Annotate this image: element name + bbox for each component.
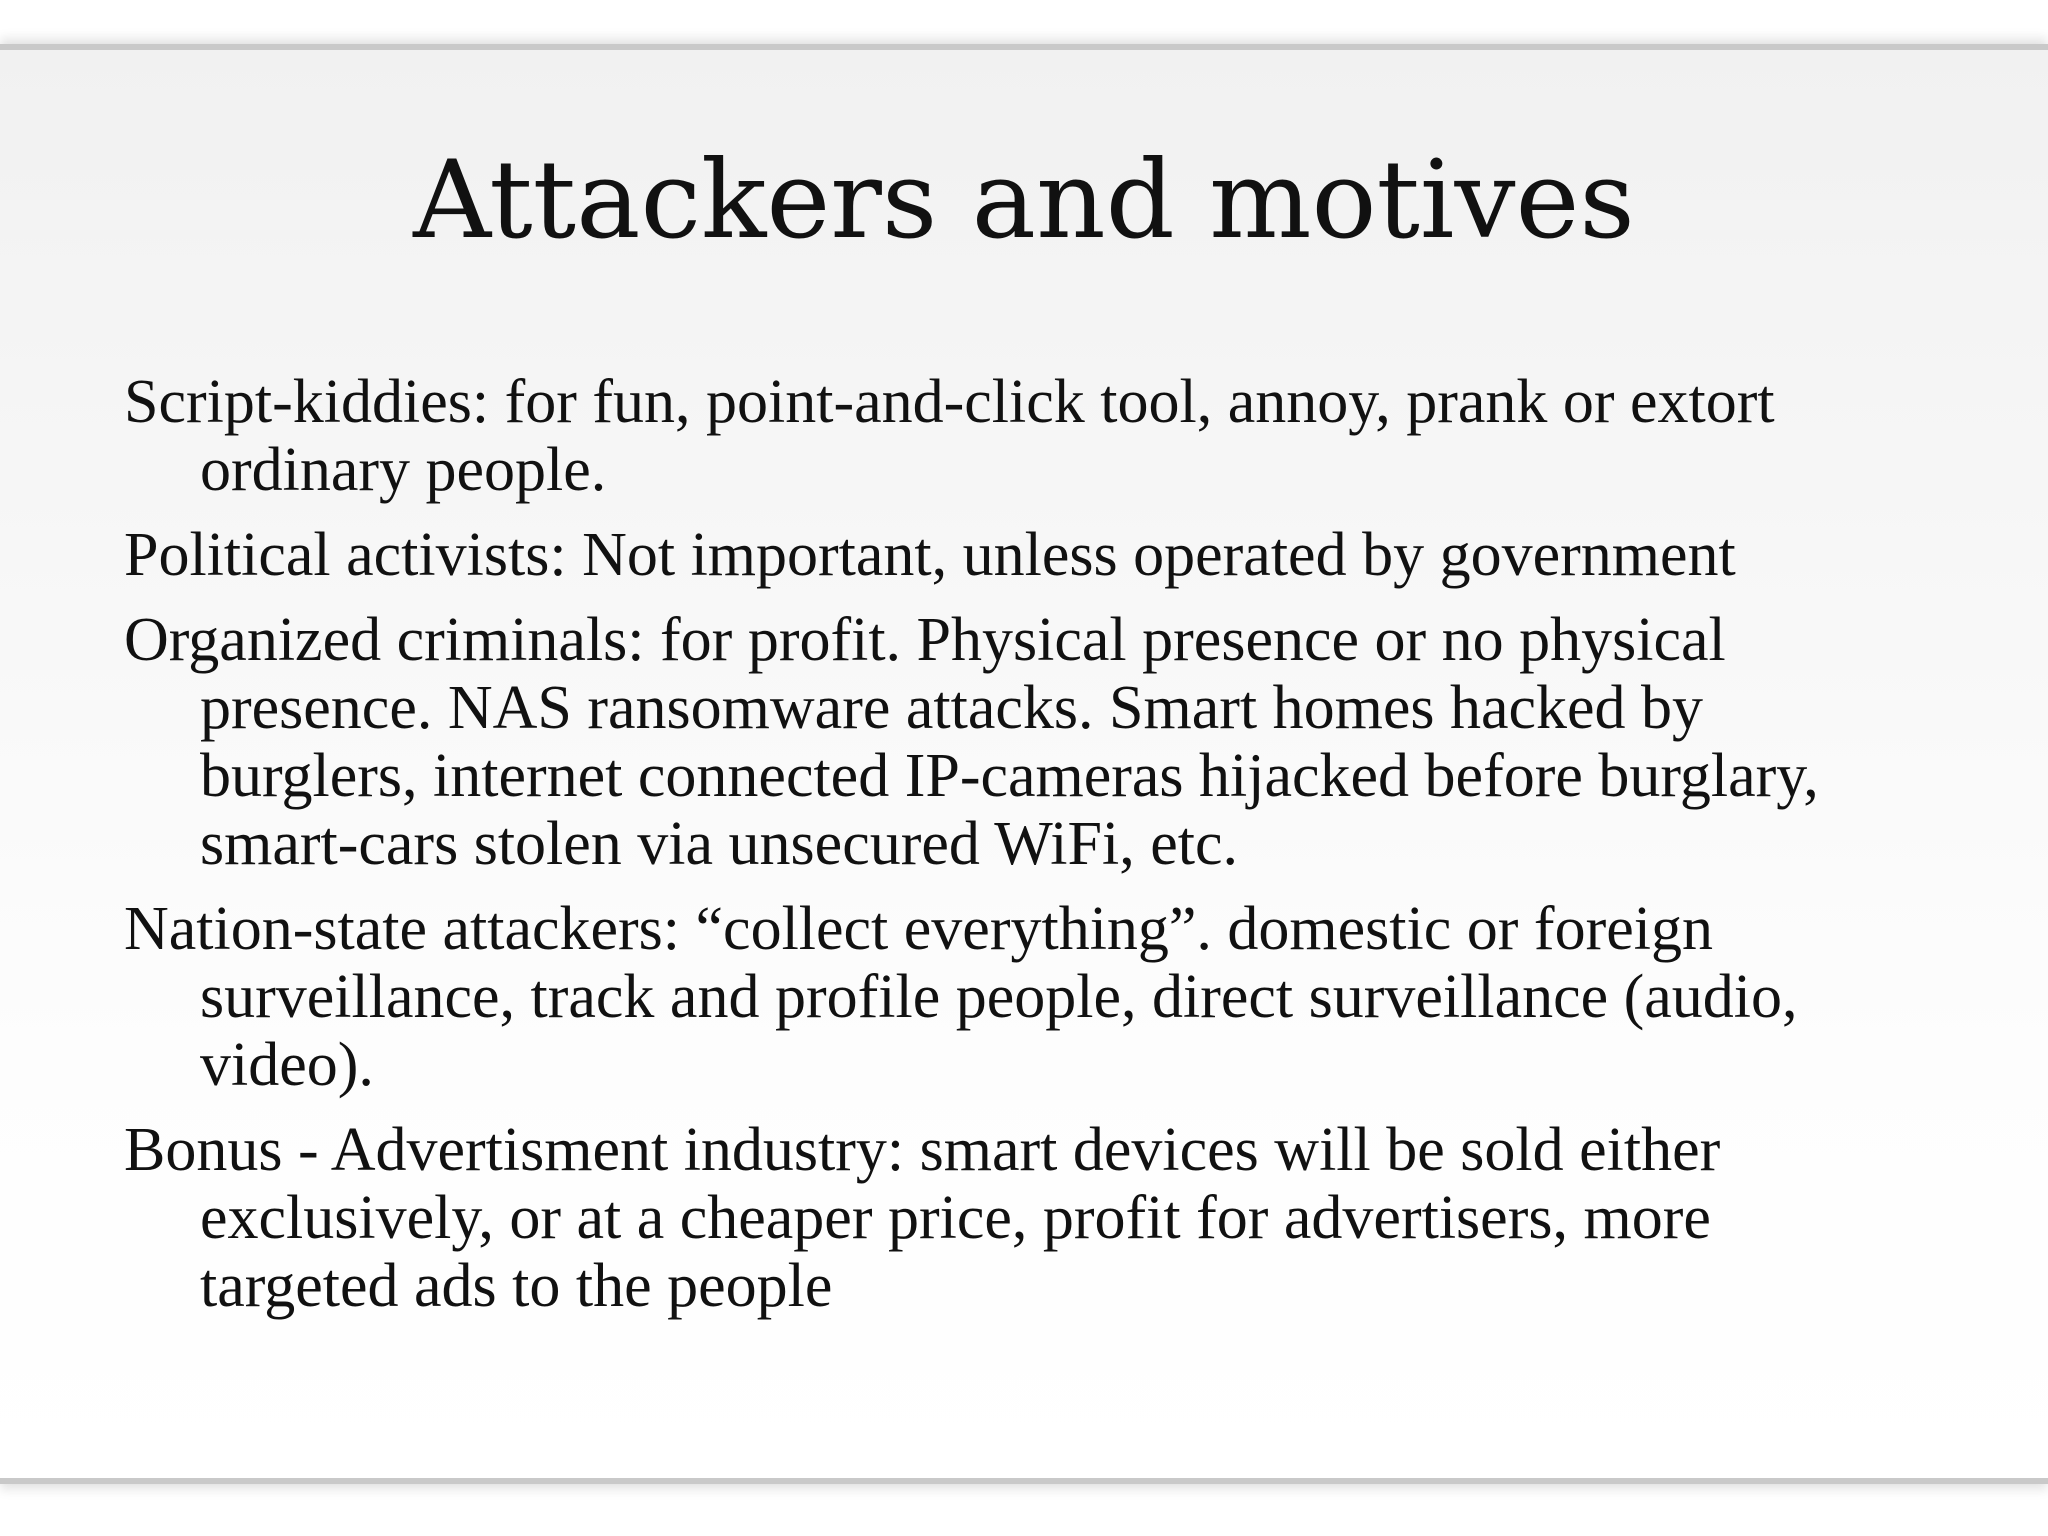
bullet-script-kiddies: Script-kiddies: for fun, point-and-click tool, annoy, prank or extort ordinary people. xyxy=(124,368,1775,504)
bullet-nation-state-attackers: Nation-state attackers: “collect everything”. domestic or foreign surveillance, track and profile people, direct surveillance (audio, video). xyxy=(124,895,1798,1099)
slide xyxy=(0,44,2048,1484)
bullet-list xyxy=(124,368,1924,1337)
slide-title: Attackers and motives xyxy=(413,138,1635,263)
bullet-advertisment-industry: Bonus - Advertisment industry: smart devices will be sold either exclusively, or at a cheaper price, profit for advertisers, more targeted ads to the people xyxy=(124,1116,1721,1320)
bullet-organized-criminals: Organized criminals: for profit. Physical presence or no physical presence. NAS ransomware attacks. Smart homes hacked by burglers, internet connected IP-cameras hijacked before burglary, smart-cars stolen via unsecured WiFi, etc. xyxy=(124,606,1819,878)
bullet-political-activists: Political activists: Not important, unless operated by government xyxy=(124,521,1736,589)
